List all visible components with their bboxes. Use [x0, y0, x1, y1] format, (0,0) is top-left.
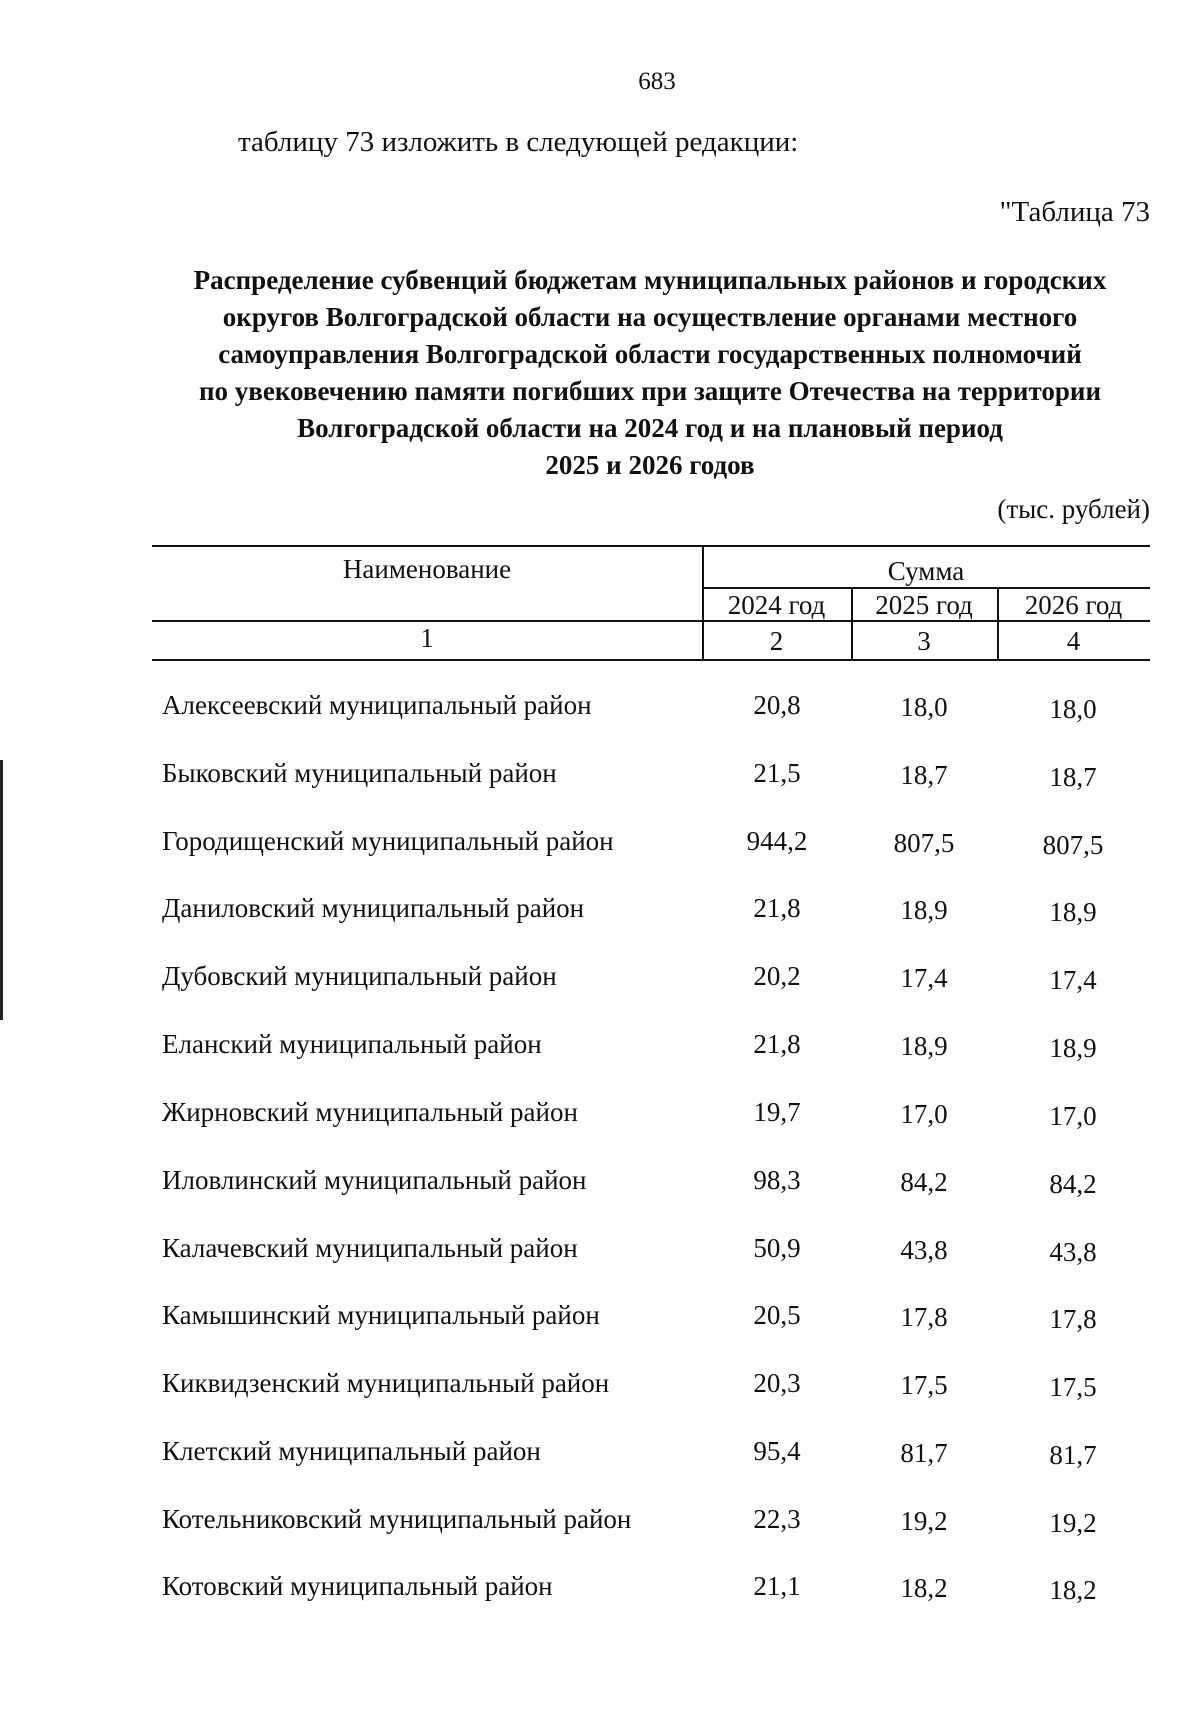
row-value-2024: 20,3	[753, 1368, 801, 1398]
row-value-2024: 20,8	[753, 690, 801, 720]
row-value-2025: 84,2	[900, 1167, 948, 1197]
table-row	[0, 1368, 1200, 1408]
header-year-2026: 2026 год	[1024, 590, 1123, 620]
title-line: самоуправления Волгоградской области государственных полномочий	[218, 339, 1082, 369]
row-value-2024: 21,5	[753, 758, 801, 788]
row-value-2025: 18,2	[900, 1573, 948, 1603]
row-name: Дубовский муниципальный район	[162, 961, 557, 991]
table-row	[0, 1233, 1200, 1273]
row-value-2024: 19,7	[753, 1097, 801, 1127]
row-value-2024: 50,9	[753, 1233, 801, 1263]
row-value-2025: 17,5	[900, 1370, 948, 1400]
row-name: Котовский муниципальный район	[162, 1571, 553, 1601]
table-row	[0, 690, 1200, 730]
table-label: "Таблица 73	[999, 196, 1150, 228]
table-row	[0, 893, 1200, 933]
row-name: Городищенский муниципальный район	[162, 826, 614, 856]
row-value-2026: 17,5	[1049, 1372, 1097, 1402]
row-name: Клетский муниципальный район	[162, 1436, 541, 1466]
table-row	[0, 758, 1200, 798]
row-value-2025: 807,5	[893, 828, 955, 858]
row-value-2026: 17,4	[1049, 965, 1097, 995]
header-year-2025: 2025 год	[875, 590, 973, 620]
row-value-2026: 81,7	[1049, 1440, 1097, 1470]
row-value-2025: 18,9	[900, 895, 948, 925]
title-line: по увековечению памяти погибших при защите Отечества на территории	[198, 376, 1102, 406]
page-number: 683	[638, 68, 676, 95]
table-row	[0, 961, 1200, 1001]
row-value-2024: 95,4	[753, 1436, 801, 1466]
header-year-2024: 2024 год	[727, 590, 826, 620]
row-name: Даниловский муниципальный район	[162, 893, 585, 923]
row-value-2024: 98,3	[753, 1165, 801, 1195]
row-name: Еланский муниципальный район	[162, 1029, 542, 1059]
row-name: Камышинский муниципальный район	[162, 1300, 600, 1330]
header-sum: Сумма	[887, 556, 965, 586]
units-label: (тыс. рублей)	[997, 494, 1150, 524]
row-value-2024: 21,8	[753, 893, 801, 923]
header-colnum-3: 3	[917, 626, 931, 656]
row-value-2025: 17,4	[900, 963, 948, 993]
row-value-2026: 84,2	[1049, 1169, 1097, 1199]
header-colnum-4: 4	[1066, 626, 1081, 656]
intro-text: таблицу 73 изложить в следующей редакции:	[238, 126, 799, 158]
row-value-2026: 17,0	[1049, 1101, 1097, 1131]
row-name: Быковский муниципальный район	[162, 758, 557, 788]
table-row	[0, 1097, 1200, 1137]
row-value-2024: 20,2	[753, 961, 801, 991]
title-line: Волгоградской области на 2024 год и на плановый период	[297, 413, 1003, 443]
row-name: Иловлинский муниципальный район	[162, 1165, 587, 1195]
row-value-2025: 18,7	[900, 760, 948, 790]
row-name: Киквидзенский муниципальный район	[162, 1368, 610, 1398]
header-top-rule	[152, 545, 1150, 547]
row-value-2026: 19,2	[1049, 1508, 1097, 1538]
row-name: Алексеевский муниципальный район	[162, 690, 592, 720]
header-name: Наименование	[342, 554, 512, 584]
row-value-2025: 18,0	[900, 692, 948, 722]
row-value-2024: 944,2	[746, 826, 808, 856]
row-value-2024: 21,8	[753, 1029, 801, 1059]
title-line: 2025 и 2026 годов	[545, 450, 755, 480]
header-colnum-1: 1	[420, 623, 434, 653]
row-value-2026: 18,0	[1049, 694, 1097, 724]
table-row	[0, 1571, 1200, 1611]
row-name: Жирновский муниципальный район	[162, 1097, 578, 1127]
row-value-2025: 17,0	[900, 1099, 948, 1129]
row-value-2026: 17,8	[1049, 1304, 1097, 1334]
row-value-2024: 20,5	[753, 1300, 801, 1330]
row-value-2025: 81,7	[900, 1438, 948, 1468]
table-row	[0, 826, 1200, 866]
table-row	[0, 1504, 1200, 1544]
header-bottom-rule	[152, 659, 1150, 661]
row-value-2024: 22,3	[753, 1504, 801, 1534]
row-value-2026: 18,9	[1049, 897, 1097, 927]
table-row	[0, 1165, 1200, 1205]
title-line: Распределение субвенций бюджетам муниципальных районов и городских	[193, 265, 1107, 295]
row-value-2025: 18,9	[900, 1031, 948, 1061]
row-value-2025: 43,8	[900, 1235, 948, 1265]
table-title	[150, 262, 1150, 484]
header-colnum-2: 2	[769, 626, 784, 656]
row-value-2026: 43,8	[1049, 1237, 1097, 1267]
row-value-2026: 18,9	[1049, 1033, 1097, 1063]
table-row	[0, 1436, 1200, 1476]
row-value-2025: 17,8	[900, 1302, 948, 1332]
table-row	[0, 1029, 1200, 1069]
title-line: округов Волгоградской области на осуществление органами местного	[222, 302, 1078, 332]
row-value-2025: 19,2	[900, 1506, 948, 1536]
row-value-2026: 18,2	[1049, 1575, 1097, 1605]
row-name: Котельниковский муниципальный район	[162, 1504, 632, 1534]
row-value-2024: 21,1	[753, 1571, 801, 1601]
row-name: Калачевский муниципальный район	[162, 1233, 578, 1263]
row-value-2026: 18,7	[1049, 762, 1097, 792]
row-value-2026: 807,5	[1042, 830, 1104, 860]
header-sum-rule	[702, 587, 1150, 589]
table-row	[0, 1300, 1200, 1340]
